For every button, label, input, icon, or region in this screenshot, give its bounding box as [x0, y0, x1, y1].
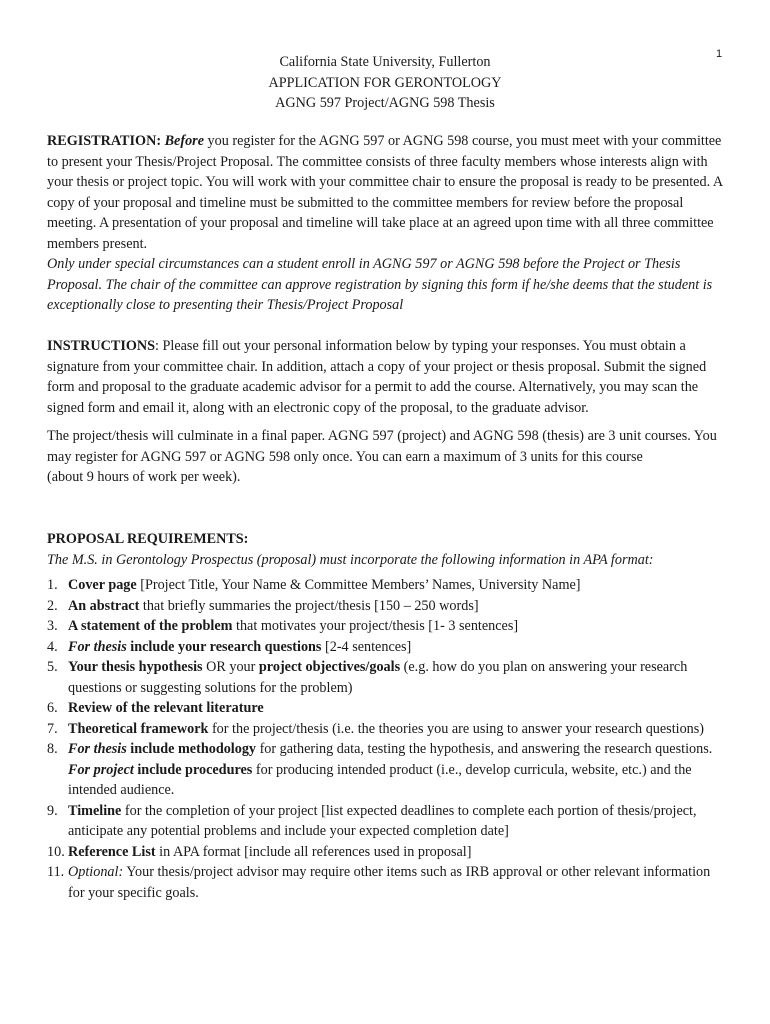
registration-label: REGISTRATION:	[47, 133, 162, 149]
course-title: AGNG 597 Project/AGNG 598 Thesis	[275, 95, 495, 111]
requirement-item: 5. Your thesis hypothesis OR your project objectives/goals (e.g. how do you plan on answering your research questions or suggesting solutions for the problem)	[47, 659, 688, 696]
instructions-label: INSTRUCTIONS	[47, 338, 156, 354]
requirement-item: 11. Optional: Your thesis/project advisor may require other items such as IRB approval or other relevant information for your specific goals.	[47, 864, 711, 901]
instructions-paragraph	[47, 336, 727, 418]
proposal-intro: The M.S. in Gerontology Prospectus (proposal) must incorporate the following information in APA format:	[47, 551, 654, 568]
requirement-item: 7. Theoretical framework for the project/thesis (i.e. the theories you are using to answer your research questions)	[47, 720, 705, 737]
registration-before: Before	[164, 133, 204, 149]
requirement-item: 1. Cover page [Project Title, Your Name & Committee Members’ Names, University Name]	[47, 577, 581, 593]
proposal-section	[47, 529, 727, 903]
document-header	[0, 52, 770, 114]
proposal-heading: PROPOSAL REQUIREMENTS:	[47, 531, 249, 547]
page-number: 1	[716, 48, 723, 60]
registration-paragraph	[47, 131, 727, 254]
instructions-section	[47, 336, 727, 418]
requirements-list	[47, 575, 727, 903]
culminate-section	[47, 426, 727, 488]
hours-note: (about 9 hours of work per week).	[47, 469, 241, 485]
requirement-item: 9. Timeline for the completion of your project [list expected deadlines to complete each portion of thesis/project, anticipate any potential problems and include your expected completion date]	[47, 802, 697, 839]
instructions-text: : Please fill out your personal information below by typing your responses. You must obtain a signature from your committee chair. In addition, attach a copy of your project or thesis proposal. Submit the signed form and proposal to the graduate academic advisor for a permit to add the course. Alternatively, you may scan the signed form and email it, along with an electronic copy of the proposal, to the graduate advisor.	[47, 338, 707, 416]
special-circumstances: Only under special circumstances can a student enroll in AGNG 597 or AGNG 598 before the Project or Thesis Proposal. The chair of the committee can approve registration by signing this form if he/she deems that the student is exceptionally close to presenting their Thesis/Project Proposal	[47, 256, 713, 313]
requirement-item: 6. Review of the relevant literature	[47, 700, 264, 716]
university-name: California State University, Fullerton	[279, 54, 491, 70]
requirement-item: 10. Reference List in APA format [include all references used in proposal]	[47, 843, 472, 860]
registration-section	[47, 131, 727, 316]
requirement-item: 2. An abstract that briefly summaries the project/thesis [150 – 250 words]	[47, 597, 479, 614]
culminate-paragraph: The project/thesis will culminate in a final paper. AGNG 597 (project) and AGNG 598 (thesis) are 3 unit courses. You may register for AGNG 597 or AGNG 598 only once. You can earn a maximum of 3 units for this course	[47, 428, 717, 465]
application-title: APPLICATION FOR GERONTOLOGY	[268, 74, 502, 91]
registration-text: you register for the AGNG 597 or AGNG 598 course, you must meet with your committee to present your Thesis/Project Proposal. The committee consists of three faculty members whose interests align with your thesis or project topic. You will work with your committee chair to ensure the proposal is ready to be presented. A copy of your proposal and timeline must be submitted to the committee members for review before the proposal meeting. A presentation of your proposal and timeline will take place at an agreed upon time with all three committee members present.	[47, 133, 723, 252]
requirement-item: 8. For thesis include methodology for gathering data, testing the hypothesis, and answering the research questions. For project include procedures for producing intended product (i.e., develop curricula, website, etc.) and the intended audience.	[47, 741, 713, 798]
requirement-item: 4. For thesis include your research questions [2-4 sentences]	[47, 638, 412, 655]
requirement-item: 3. A statement of the problem that motivates your project/thesis [1- 3 sentences]	[47, 618, 519, 634]
